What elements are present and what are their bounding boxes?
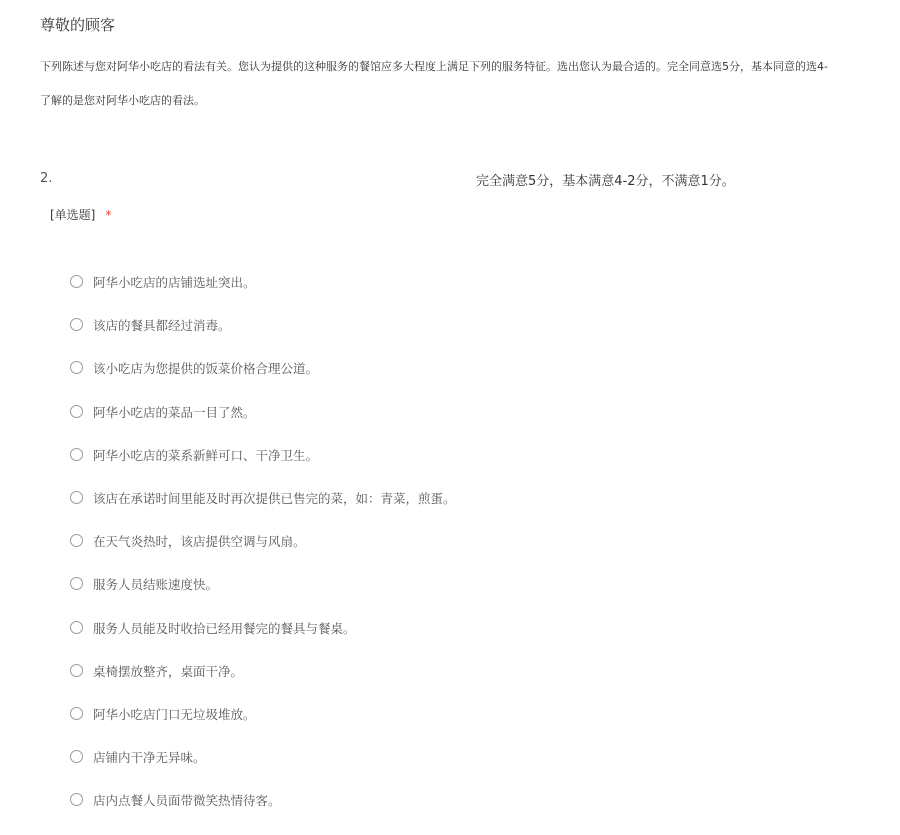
option-label: 阿华小吃店门口无垃圾堆放。 xyxy=(93,706,256,722)
radio-button[interactable] xyxy=(70,491,83,504)
option-label: 店铺内干净无异味。 xyxy=(93,750,206,766)
radio-button[interactable] xyxy=(70,405,83,418)
radio-button[interactable] xyxy=(70,448,83,461)
option-2[interactable] xyxy=(70,317,456,360)
question-type-label xyxy=(50,206,111,223)
option-label: 服务人员结账速度快。 xyxy=(93,577,219,593)
greeting-heading: 尊敬的顾客 xyxy=(40,16,116,34)
option-label: 阿华小吃店的店铺选址突出。 xyxy=(93,275,256,290)
option-label: 阿华小吃店的菜品一目了然。 xyxy=(93,404,256,420)
radio-button[interactable] xyxy=(70,534,83,547)
option-label: 阿华小吃店的菜系新鲜可口、干净卫生。 xyxy=(93,447,319,463)
radio-button[interactable] xyxy=(70,707,83,720)
option-7[interactable] xyxy=(70,533,456,576)
option-12[interactable] xyxy=(70,749,456,792)
option-8[interactable] xyxy=(70,576,456,619)
option-label: 在天气炎热时，该店提供空调与风扇。 xyxy=(93,534,306,550)
radio-button[interactable] xyxy=(70,750,83,763)
option-list xyxy=(70,274,456,835)
intro-text-line-2: 了解的是您对阿华小吃店的看法。 xyxy=(40,94,205,107)
option-label: 该小吃店为您提供的饭菜价格合理公道。 xyxy=(93,361,319,377)
option-label: 服务人员能及时收拾已经用餐完的餐具与餐桌。 xyxy=(93,620,356,636)
radio-button[interactable] xyxy=(70,318,83,331)
radio-button[interactable] xyxy=(70,621,83,634)
option-label: 该店的餐具都经过消毒。 xyxy=(93,318,231,334)
radio-button[interactable] xyxy=(70,275,83,288)
option-label: 该店在承诺时间里能及时再次提供已售完的菜，如：青菜，煎蛋。 xyxy=(93,490,456,506)
radio-button[interactable] xyxy=(70,664,83,677)
option-3[interactable] xyxy=(70,360,456,403)
radio-button[interactable] xyxy=(70,361,83,374)
option-5[interactable] xyxy=(70,447,456,490)
question-title: 完全满意5分，基本满意4-2分，不满意1分。 xyxy=(476,174,735,189)
question-type-text: [单选题] xyxy=(50,208,96,222)
option-10[interactable] xyxy=(70,663,456,706)
option-label: 店内点餐人员面带微笑热情待客。 xyxy=(93,793,281,809)
option-9[interactable] xyxy=(70,620,456,663)
radio-button[interactable] xyxy=(70,793,83,806)
radio-button[interactable] xyxy=(70,577,83,590)
question-number: 2. xyxy=(40,171,53,186)
required-mark: * xyxy=(105,208,112,222)
option-11[interactable] xyxy=(70,706,456,749)
option-13[interactable] xyxy=(70,792,456,835)
option-label: 桌椅摆放整齐，桌面干净。 xyxy=(93,663,244,679)
option-4[interactable] xyxy=(70,404,456,447)
option-1[interactable] xyxy=(70,274,456,317)
option-6[interactable] xyxy=(70,490,456,533)
intro-text-line-1: 下列陈述与您对阿华小吃店的看法有关。您认为提供的这种服务的餐馆应多大程度上满足下列的服务特征。选出您认为最合适的。完全同意选5分，基本同意的选4- xyxy=(40,60,828,73)
